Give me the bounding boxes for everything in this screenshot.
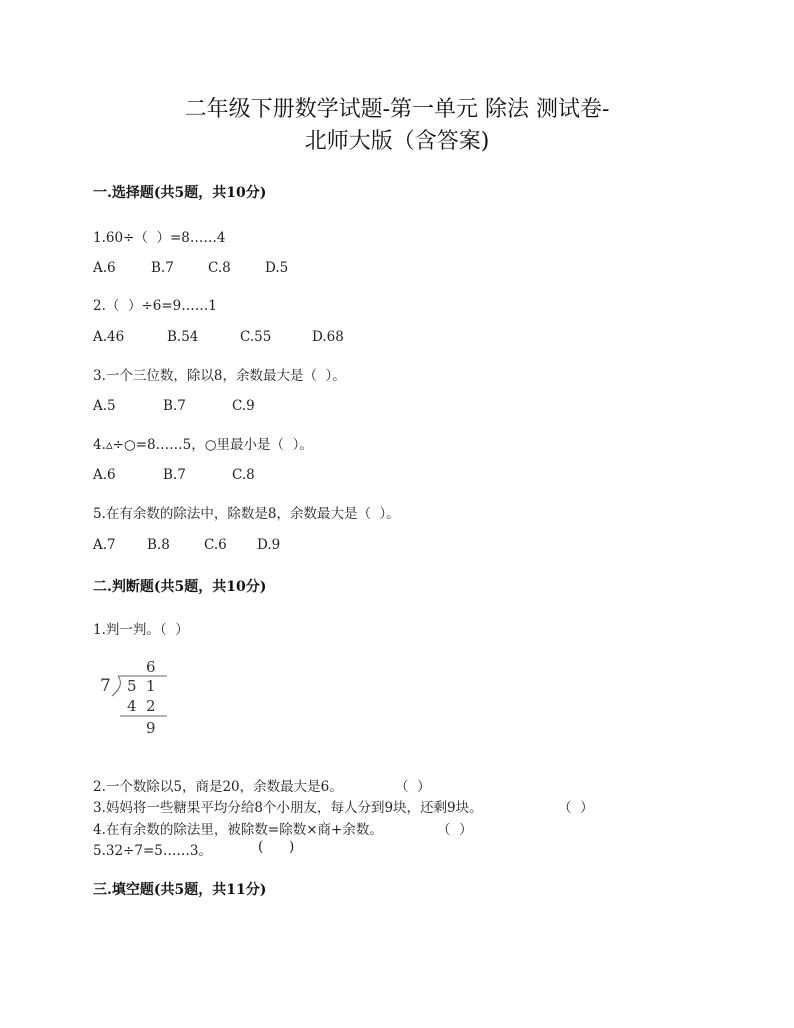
section-heading-fill: 三.填空题(共5题，共11分) [93,882,267,898]
option: B.7 [151,260,174,276]
option: D.9 [257,537,281,553]
judgment-question-1: 1.判一判。（ ） [93,622,189,638]
option: B.54 [167,329,199,345]
option: A.6 [93,467,116,483]
division-product-digit: 2 [146,697,156,715]
option: B.7 [163,467,186,483]
page-title-line-2: 北师大版（含答案) [304,129,490,154]
option: C.9 [232,398,255,414]
judgment-question-3: 3.妈妈将一些糖果平均分给8个小朋友，每人分到9块，还剩9块。 [93,800,483,816]
long-division-figure [95,656,185,740]
question-5: 5.在有余数的除法中，除数是8，余数最大是（ ）。 [93,506,400,522]
answer-blank: ( ) [258,839,295,855]
judgment-question-4: 4.在有余数的除法里，被除数=除数×商+余数。 [93,822,383,838]
option: C.6 [204,537,227,553]
judgment-question-2: 2.一个数除以5，商是20，余数最大是6。 [93,779,343,795]
option: B.8 [147,537,170,553]
judgment-question-5: 5.32÷7=5……3。 [93,843,212,859]
option: D.68 [312,329,344,345]
question-4: 4.▵÷○=8……5，○里最小是（ ）。 [93,437,313,453]
answer-blank: （ ） [558,800,594,816]
answer-blank: （ ） [437,822,473,838]
option: B.7 [163,398,186,414]
section-heading-judgment: 二.判断题(共5题，共10分) [93,579,267,595]
section-heading-choice: 一.选择题(共5题，共10分) [93,185,267,201]
page-title-line-1: 二年级下册数学试题-第一单元 除法 测试卷- [184,97,610,122]
question-1: 1.60÷（ ）=8……4 [93,230,226,246]
division-dividend-digit: 5 [127,677,137,695]
option: A.46 [93,329,125,345]
division-quotient: 6 [146,658,156,676]
division-dividend-digit: 1 [146,677,156,695]
question-3: 3.一个三位数，除以8，余数最大是（ ）。 [93,368,346,384]
option: C.8 [232,467,255,483]
question-2: 2.（ ）÷6=9……1 [93,298,217,314]
division-divisor: 7 [100,676,111,696]
option: C.8 [208,260,231,276]
option: A.7 [93,537,116,553]
division-remainder: 9 [146,719,156,737]
division-product-digit: 4 [127,697,137,715]
answer-blank: （ ） [395,779,431,795]
option: A.5 [93,398,116,414]
option: D.5 [265,260,289,276]
option: A.6 [93,260,116,276]
option: C.55 [240,329,272,345]
